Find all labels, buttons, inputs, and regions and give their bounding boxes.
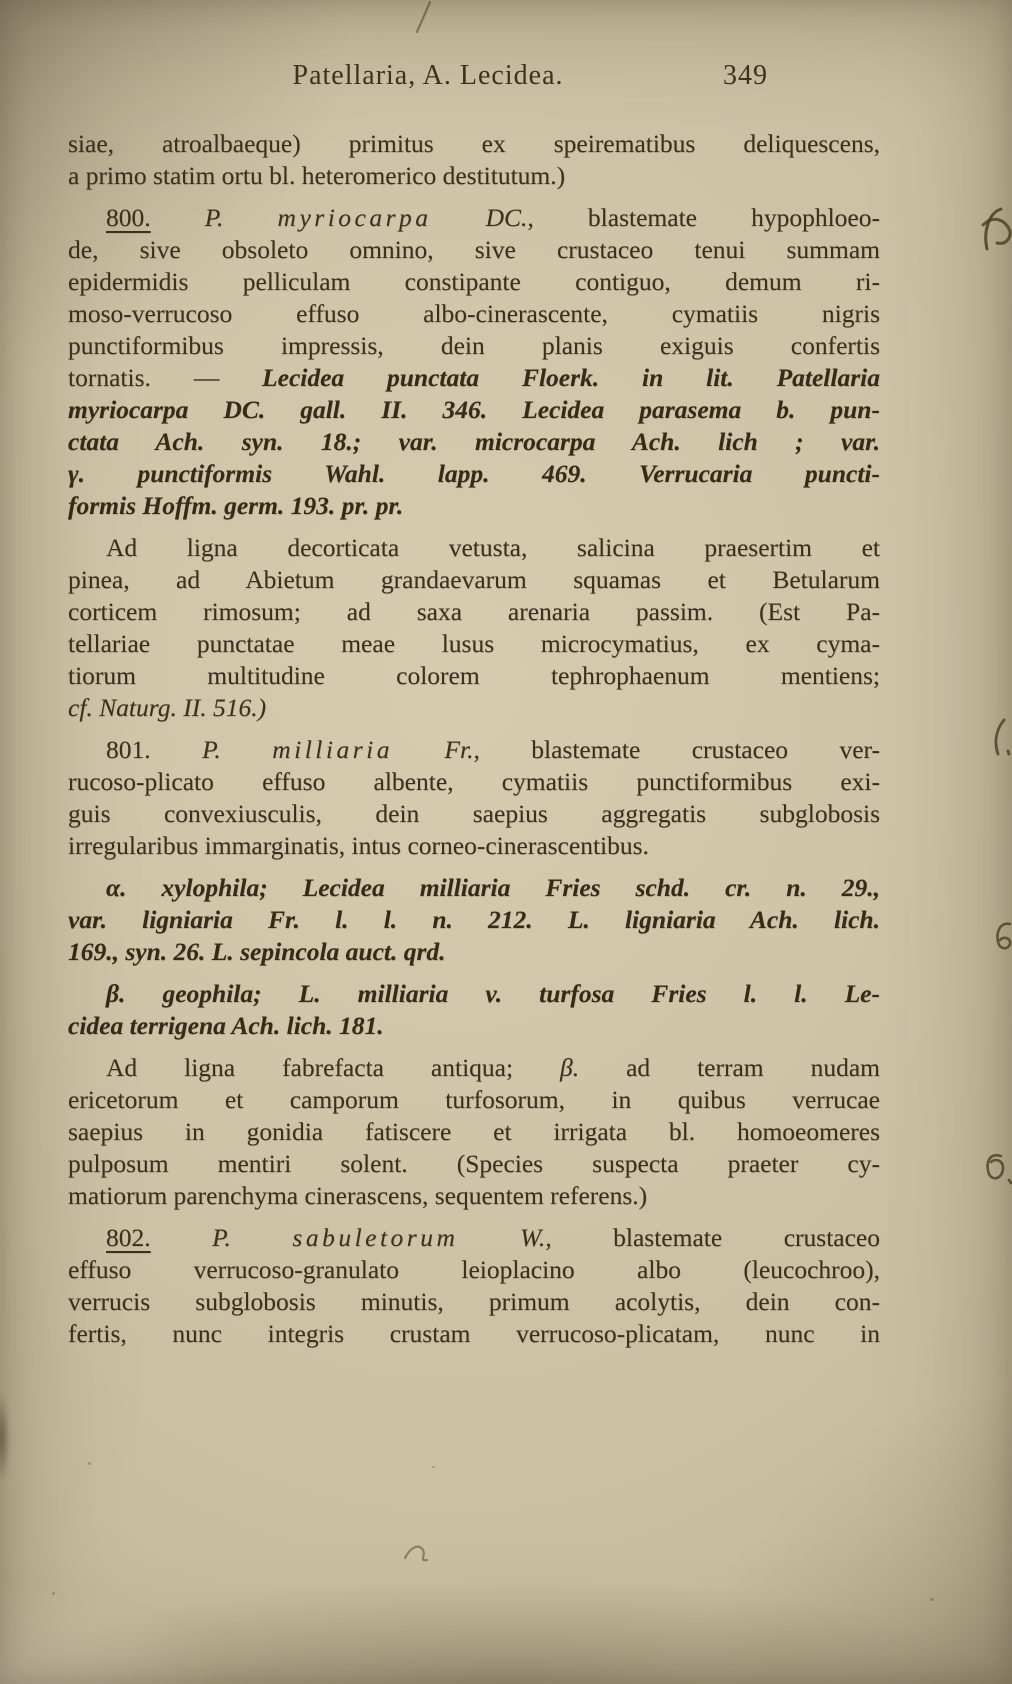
text-segment: verrucis subglobosis minutis, primum acolytis, dein con- bbox=[68, 1287, 880, 1316]
text-line bbox=[68, 1318, 880, 1350]
text-segment: moso-verrucoso effuso albo-cinerascente, cymatiis nigris bbox=[68, 299, 880, 328]
text-segment: Ad ligna decorticata vetusta, salicina praesertim et bbox=[106, 533, 880, 562]
text-line bbox=[68, 202, 880, 234]
text-segment: tornatis. — bbox=[68, 363, 263, 392]
text-segment: 801. bbox=[106, 735, 203, 764]
text-line bbox=[68, 266, 880, 298]
text-segment: saepius in gonidia fatiscere et irrigata bl. homoeomeres bbox=[68, 1117, 880, 1146]
text-line bbox=[68, 1254, 880, 1286]
text-segment: sabuletorum bbox=[292, 1223, 459, 1252]
text-line bbox=[68, 1084, 880, 1116]
text-segment: P. bbox=[202, 735, 273, 764]
text-segment: rucoso-plicato effuso albente, cymatiis punctiformibus exi- bbox=[68, 767, 880, 796]
species-800-paragraph bbox=[68, 202, 880, 522]
paper-speck bbox=[930, 1598, 934, 1601]
text-segment: γ. punctiformis Wahl. lapp. 469. Verrucaria puncti- bbox=[68, 459, 880, 488]
pencil-slash-top-icon bbox=[414, 0, 432, 34]
paper-speck bbox=[432, 1466, 435, 1468]
species-801-paragraph bbox=[68, 734, 880, 862]
species-802-paragraph bbox=[68, 1222, 880, 1350]
text-segment: matiorum parenchyma cinerascens, sequentem referens.) bbox=[68, 1181, 648, 1210]
text-segment: guis convexiusculis, dein saepius aggregatis subglobosis bbox=[68, 799, 880, 828]
text-segment: P. bbox=[150, 203, 278, 232]
text-segment: Lecidea punctata Floerk. in lit. Patellaria bbox=[262, 363, 880, 392]
text-segment: siae, atroalbaeque) primitus ex speirematibus deliquescens, bbox=[68, 129, 880, 158]
text-segment: β. bbox=[560, 1053, 580, 1082]
text-line bbox=[68, 458, 880, 490]
text-segment: formis Hoffm. germ. 193. pr. pr. bbox=[68, 491, 404, 520]
text-line bbox=[68, 298, 880, 330]
text-segment: DC., bbox=[431, 203, 534, 232]
text-line bbox=[68, 1116, 880, 1148]
text-line bbox=[68, 234, 880, 266]
text-line bbox=[68, 660, 880, 692]
text-line bbox=[68, 564, 880, 596]
text-segment: pinea, ad Abietum grandaevarum squamas et Betularum bbox=[68, 565, 880, 594]
pencil-slash-801-icon bbox=[992, 718, 1012, 758]
text-line bbox=[68, 532, 880, 564]
text-line bbox=[68, 596, 880, 628]
text-segment: de, sive obsoleto omnino, sive crustaceo tenui summam bbox=[68, 235, 880, 264]
text-segment: pulposum mentiri solent. (Species suspecta praeter cy- bbox=[68, 1149, 880, 1178]
text-line bbox=[68, 490, 880, 522]
text-segment: blastemate crustaceo ver- bbox=[479, 735, 880, 764]
text-line bbox=[68, 978, 880, 1010]
text-segment: cf. Naturg. II. 516.) bbox=[68, 693, 267, 722]
text-segment: 802. bbox=[106, 1223, 151, 1252]
text-segment: P. bbox=[150, 1223, 293, 1252]
text-segment: α. xylophila; Lecidea milliaria Fries schd. cr. n. 29., bbox=[106, 873, 880, 902]
paper-speck bbox=[52, 1592, 55, 1595]
text-line bbox=[68, 734, 880, 766]
text-line bbox=[68, 1148, 880, 1180]
text-line bbox=[68, 798, 880, 830]
text-segment: effuso verrucoso-granulato leioplacino albo (leucochroo), bbox=[68, 1255, 880, 1284]
text-line bbox=[68, 936, 880, 968]
text-segment: 169., syn. 26. L. sepincola auct. qrd. bbox=[68, 937, 446, 966]
text-segment: myriocarpa DC. gall. II. 346. Lecidea parasema b. pun- bbox=[68, 395, 880, 424]
paper-speck bbox=[88, 1462, 91, 1465]
text-line bbox=[68, 1286, 880, 1318]
text-line bbox=[68, 1052, 880, 1084]
text-line bbox=[68, 872, 880, 904]
habitat-801-paragraph bbox=[68, 1052, 880, 1212]
text-line bbox=[68, 692, 880, 724]
text-segment: tellariae punctatae meae lusus microcymatius, ex cyma- bbox=[68, 629, 880, 658]
text-block bbox=[68, 128, 880, 1350]
page-header-title: Patellaria, A. Lecidea. bbox=[292, 60, 564, 91]
text-segment: Ad ligna fabrefacta antiqua; bbox=[106, 1053, 561, 1082]
scan-edge-smudge bbox=[0, 1392, 10, 1484]
text-segment: irregularibus immarginatis, intus corneo-cinerascentibus. bbox=[68, 831, 649, 860]
text-segment: corticem rimosum; ad saxa arenaria passim. (Est Pa- bbox=[68, 597, 880, 626]
text-line bbox=[68, 766, 880, 798]
variety-alpha-paragraph bbox=[68, 872, 880, 968]
text-line bbox=[68, 904, 880, 936]
pencil-loop-beta-icon bbox=[994, 920, 1012, 954]
text-segment: a primo statim ortu bl. heteromerico destitutum.) bbox=[68, 161, 566, 190]
text-segment: cidea terrigena Ach. lich. 181. bbox=[68, 1011, 384, 1040]
text-line bbox=[68, 1222, 880, 1254]
text-segment: β. geophila; L. milliaria v. turfosa Fries l. l. Le- bbox=[106, 979, 880, 1008]
text-segment: blastemate hypophloeo- bbox=[533, 203, 880, 232]
text-segment: ad terram nudam bbox=[579, 1053, 880, 1082]
text-line bbox=[68, 128, 880, 160]
text-line bbox=[68, 160, 880, 192]
pencil-loop-802-icon bbox=[983, 1150, 1012, 1190]
text-line bbox=[68, 1010, 880, 1042]
variety-beta-paragraph bbox=[68, 978, 880, 1042]
text-segment: ericetorum et camporum turfosorum, in quibus verrucae bbox=[68, 1085, 880, 1114]
text-segment: ctata Ach. syn. 18.; var. microcarpa Ach. lich ; var. bbox=[68, 427, 880, 456]
text-segment: fertis, nunc integris crustam verrucoso-plicatam, nunc in bbox=[68, 1319, 880, 1348]
text-segment: myriocarpa bbox=[277, 203, 432, 232]
text-line bbox=[68, 830, 880, 862]
page-number: 349 bbox=[723, 60, 768, 91]
habitat-800-paragraph bbox=[68, 532, 880, 724]
text-line bbox=[68, 362, 880, 394]
text-line bbox=[68, 628, 880, 660]
pencil-flourish-bottom-icon bbox=[403, 1542, 429, 1564]
continuation-paragraph bbox=[68, 128, 880, 192]
pencil-scribble-800-icon bbox=[981, 205, 1012, 253]
text-segment: punctiformibus impressis, dein planis exiguis confertis bbox=[68, 331, 880, 360]
text-segment: W., bbox=[458, 1223, 552, 1252]
text-line bbox=[68, 426, 880, 458]
text-segment: var. ligniaria Fr. l. l. n. 212. L. ligniaria Ach. lich. bbox=[68, 905, 880, 934]
text-segment: Fr., bbox=[392, 735, 480, 764]
text-segment: blastemate crustaceo bbox=[551, 1223, 880, 1252]
running-header bbox=[68, 60, 880, 96]
text-segment: tiorum multitudine colorem tephrophaenum mentiens; bbox=[68, 661, 880, 690]
text-segment: 800. bbox=[106, 203, 151, 232]
text-line bbox=[68, 1180, 880, 1212]
text-segment: epidermidis pelliculam constipante contiguo, demum ri- bbox=[68, 267, 880, 296]
text-segment: milliaria bbox=[272, 735, 393, 764]
text-line bbox=[68, 330, 880, 362]
text-line bbox=[68, 394, 880, 426]
